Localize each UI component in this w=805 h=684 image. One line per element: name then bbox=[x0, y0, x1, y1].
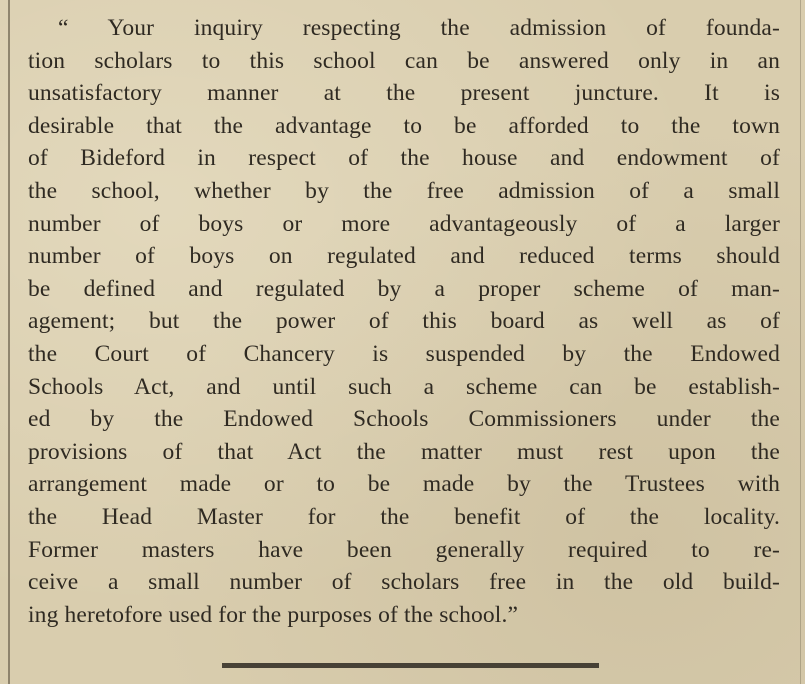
text-line: agement; but the power of this board as well as of bbox=[28, 308, 780, 335]
text-line: Schools Act, and until such a scheme can be establish- bbox=[28, 373, 780, 400]
section-divider-rule bbox=[222, 663, 599, 668]
article-text bbox=[28, 12, 780, 631]
column-rule-left bbox=[8, 0, 10, 684]
text-line: number of boys or more advantageously of a larger bbox=[28, 210, 780, 237]
text-line: arrangement made or to be made by the Trustees with bbox=[28, 471, 780, 498]
text-line: the Head Master for the benefit of the locality. bbox=[28, 503, 780, 530]
text-line: tion scholars to this school can be answered only in an bbox=[28, 47, 780, 74]
text-line: unsatisfactory manner at the present juncture. It is bbox=[28, 80, 780, 107]
text-line: “ Your inquiry respecting the admission of founda- bbox=[58, 15, 780, 41]
text-line: the Court of Chancery is suspended by the Endowed bbox=[28, 340, 780, 367]
text-line: number of boys on regulated and reduced terms should bbox=[28, 243, 780, 270]
text-line: ed by the Endowed Schools Commissioners under the bbox=[28, 406, 780, 433]
text-line: ceive a small number of scholars free in the old build- bbox=[28, 569, 780, 596]
text-line: the school, whether by the free admission of a small bbox=[28, 177, 780, 204]
text-line: of Bideford in respect of the house and endowment of bbox=[28, 145, 780, 172]
text-line: desirable that the advantage to be afforded to the town bbox=[28, 112, 780, 139]
text-line: provisions of that Act the matter must rest upon the bbox=[28, 438, 780, 465]
text-line: be defined and regulated by a proper scheme of man- bbox=[28, 275, 780, 302]
text-line: ing heretofore used for the purposes of the school.” bbox=[28, 601, 519, 628]
column-rule-right bbox=[800, 0, 801, 684]
text-line: Former masters have been generally required to re- bbox=[28, 536, 780, 563]
